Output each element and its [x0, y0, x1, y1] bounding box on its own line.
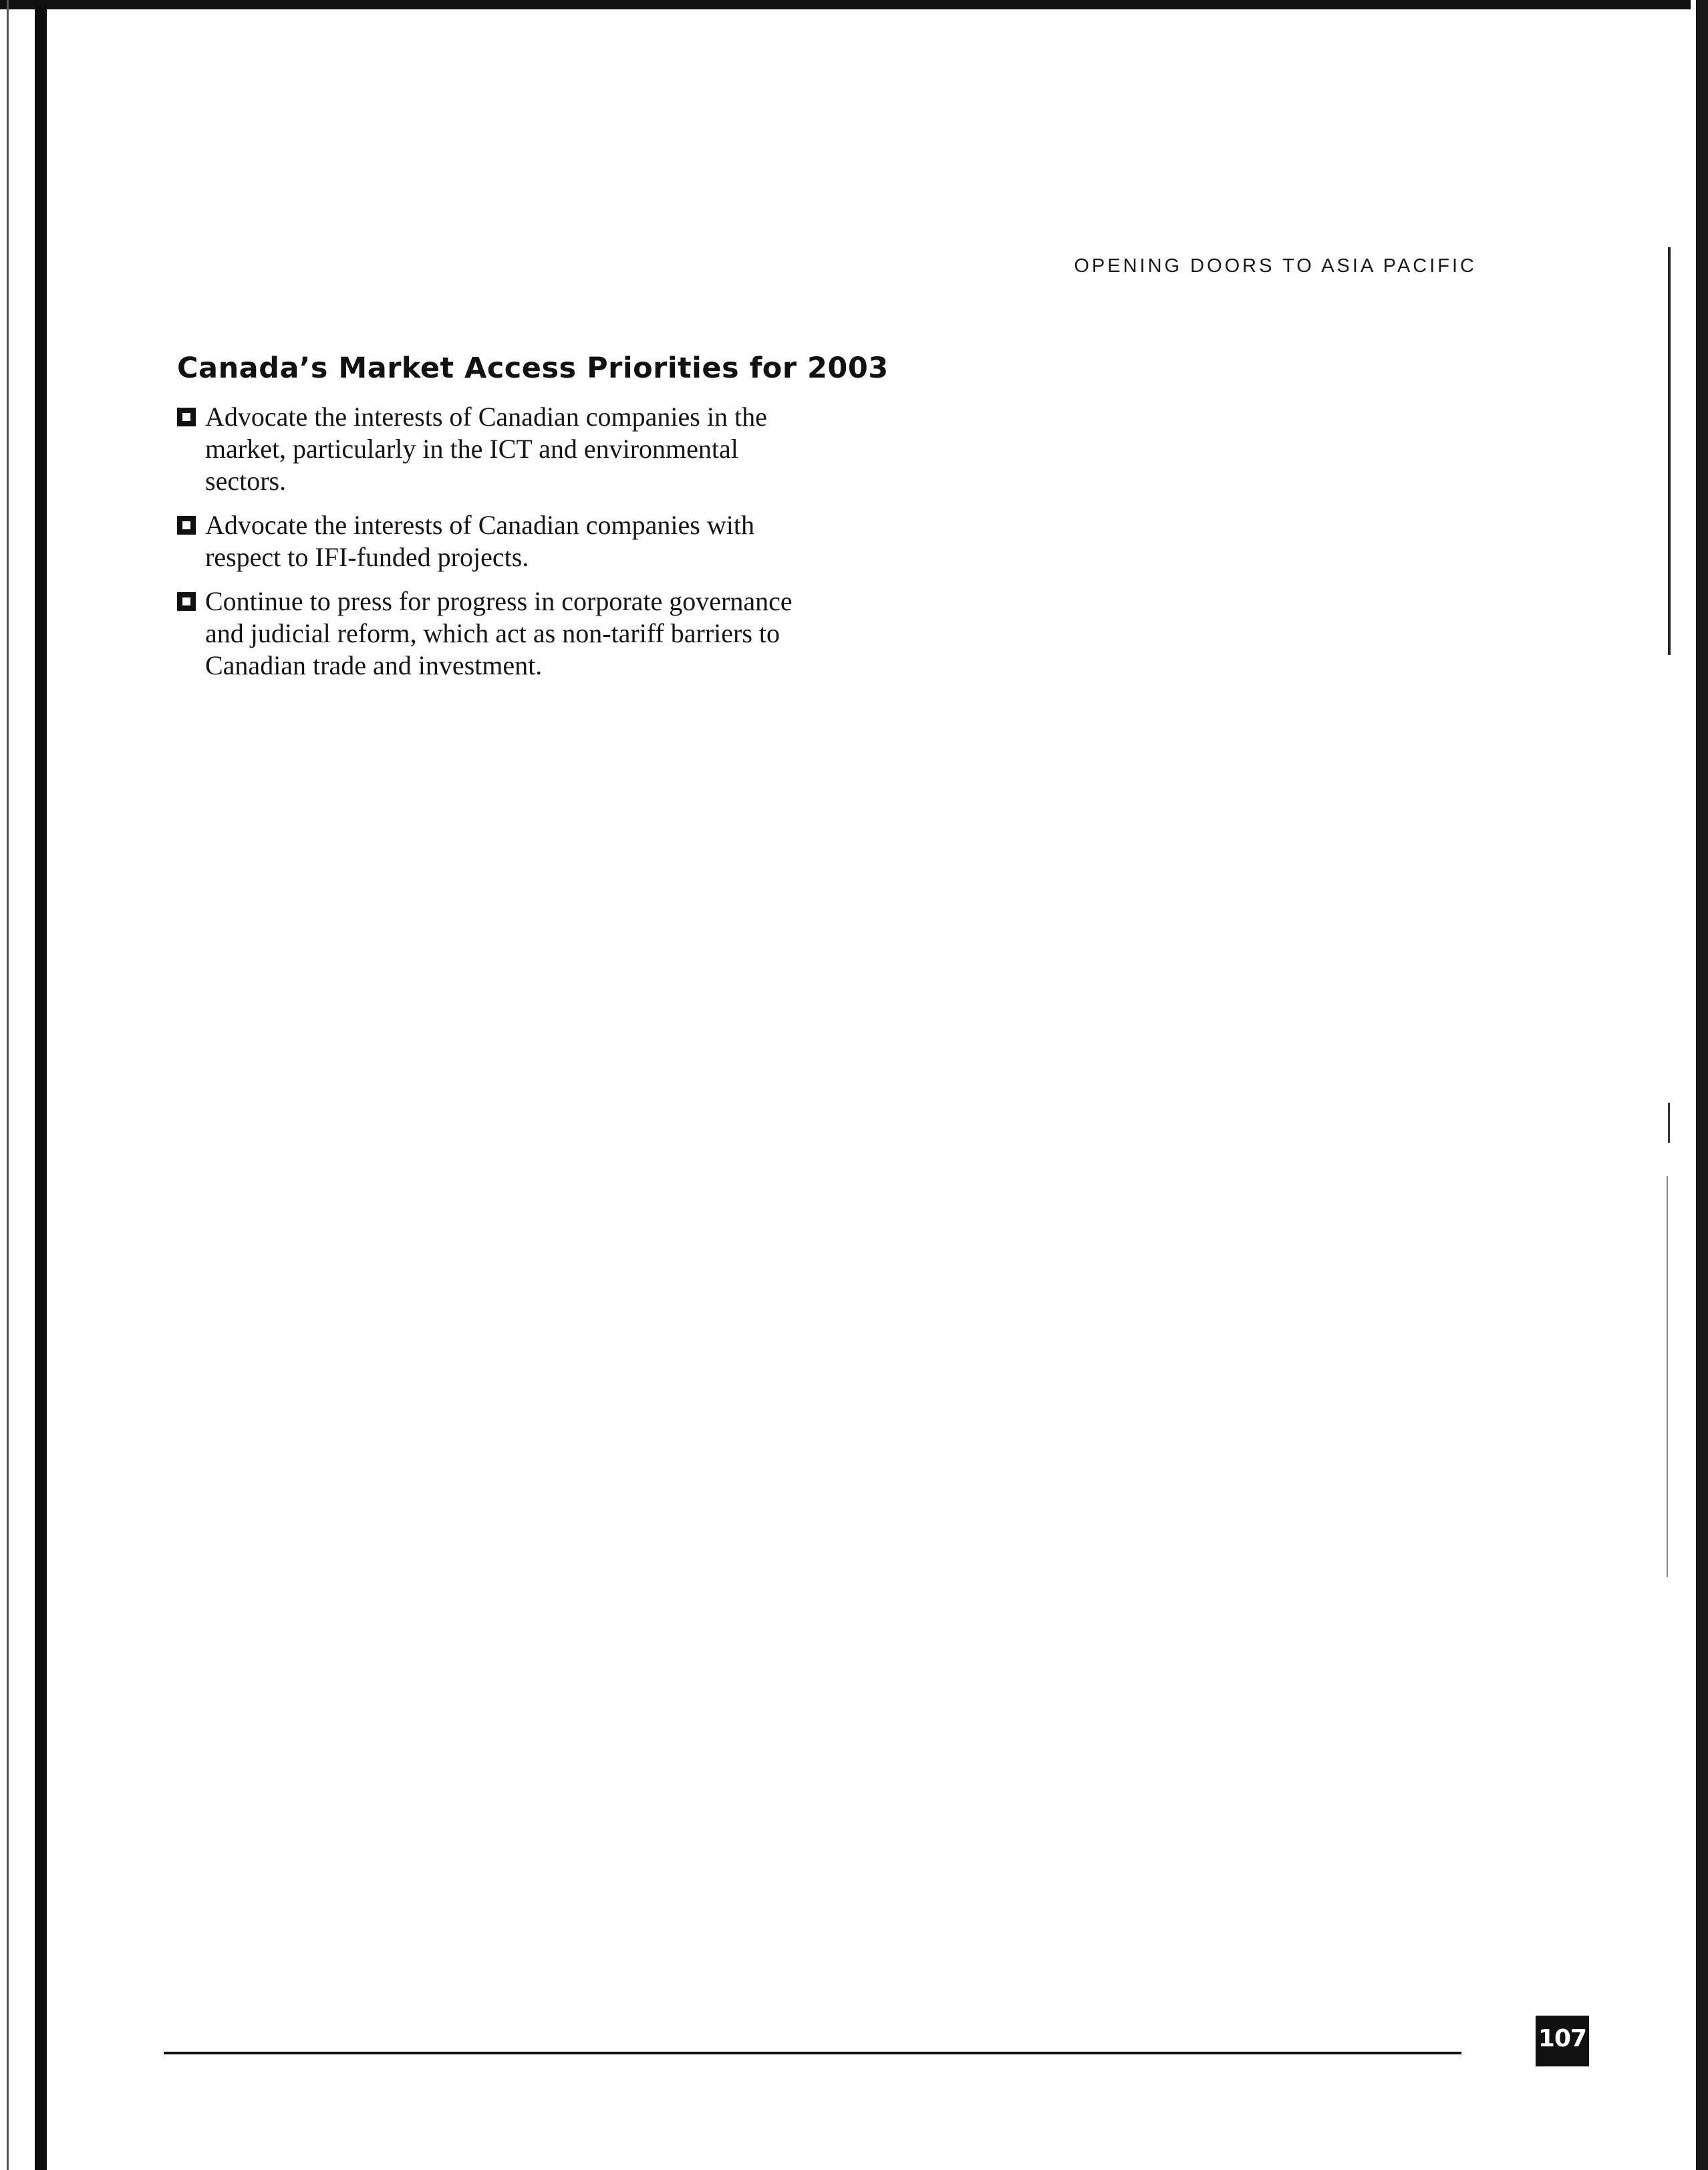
- list-item: [177, 401, 805, 497]
- square-bullet-icon: [177, 592, 196, 611]
- scan-right-line: [1668, 247, 1671, 655]
- list-item-text: Advocate the interests of Canadian companies with respect to IFI-funded projects.: [205, 510, 754, 572]
- list-item-text: Continue to press for progress in corporate governance and judicial reform, which act as non-tariff barriers to Canadian trade and investment.: [205, 586, 793, 680]
- scan-binding-bar: [35, 5, 47, 2170]
- square-bullet-icon: [177, 408, 196, 426]
- scan-right-line: [1668, 1103, 1670, 1143]
- scan-right-line: [1667, 1176, 1668, 1577]
- running-head: OPENING DOORS TO ASIA PACIFIC: [1074, 255, 1477, 277]
- scan-right-edge: [1696, 0, 1708, 2170]
- priority-list: [177, 401, 805, 694]
- scan-left-edge: [7, 0, 9, 2170]
- footer-rule: [164, 2052, 1461, 2054]
- section-title: Canada’s Market Access Priorities for 2003: [177, 352, 889, 385]
- list-item: [177, 585, 805, 682]
- square-bullet-icon: [177, 516, 196, 535]
- scan-top-border: [0, 0, 1691, 9]
- page-number: 107: [1536, 2016, 1589, 2066]
- list-item-text: Advocate the interests of Canadian companies in the market, particularly in the ICT and environmental sectors.: [205, 402, 767, 496]
- list-item: [177, 509, 805, 573]
